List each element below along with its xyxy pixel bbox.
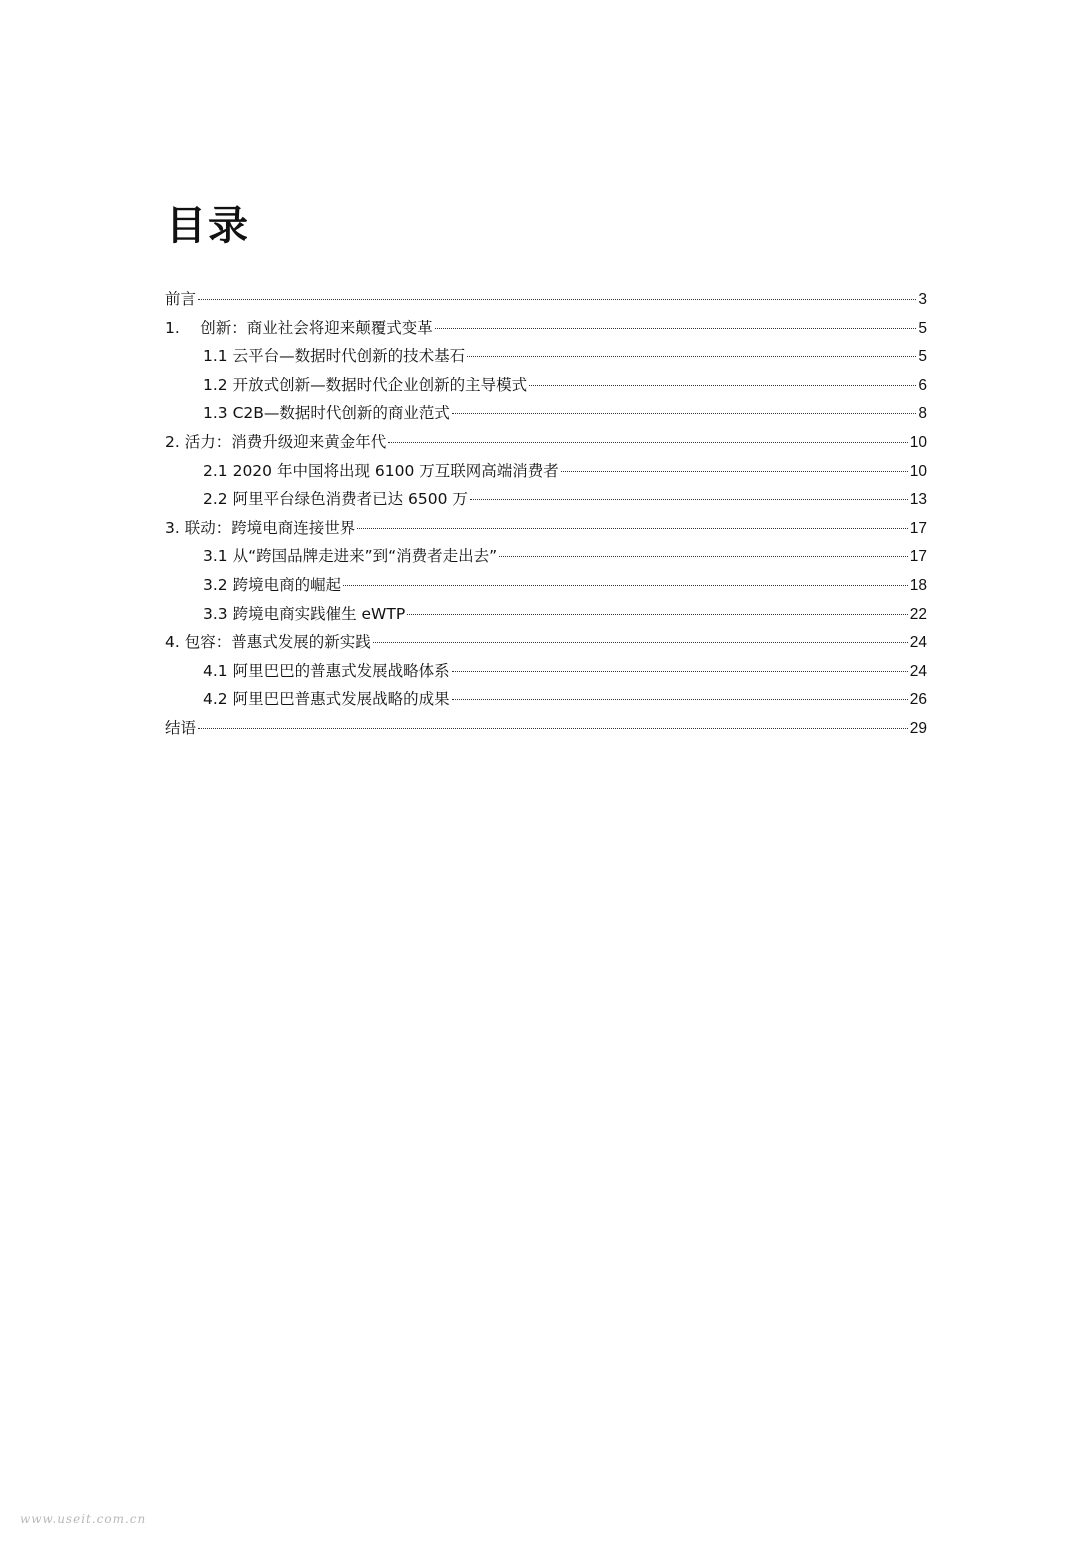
- toc-entry[interactable]: [165, 514, 927, 543]
- dot-leader: [499, 556, 908, 557]
- toc-entry-label: 前言: [165, 290, 197, 308]
- dot-leader: [470, 499, 908, 500]
- toc-entry-label: 4.1 阿里巴巴的普惠式发展战略体系: [203, 661, 450, 680]
- toc-entry-page-number: 18: [909, 576, 927, 594]
- dot-leader: [435, 328, 917, 329]
- toc-entry-label: 结语: [165, 718, 197, 737]
- toc-entry[interactable]: [165, 600, 927, 629]
- toc-entry[interactable]: [165, 314, 927, 343]
- dot-leader: [198, 728, 908, 729]
- toc-entry[interactable]: [165, 628, 927, 657]
- toc-entry-page-number: 24: [909, 634, 927, 652]
- toc-entry-page-number: 5: [918, 348, 927, 366]
- toc-entry[interactable]: [165, 542, 927, 571]
- dot-leader: [407, 614, 908, 615]
- toc-entry[interactable]: [165, 371, 927, 400]
- dot-leader: [452, 699, 908, 700]
- toc-entry-page-number: 3: [918, 291, 927, 308]
- toc-entry[interactable]: [165, 485, 927, 514]
- toc-entry[interactable]: [165, 342, 927, 371]
- table-of-contents: [165, 285, 927, 743]
- dot-leader: [388, 442, 908, 443]
- toc-entry-label: 1.3 C2B—数据时代创新的商业范式: [203, 404, 450, 423]
- watermark: www.useit.com.cn: [20, 1512, 147, 1526]
- dot-leader: [343, 585, 908, 586]
- toc-entry-page-number: 29: [909, 719, 927, 737]
- dot-leader: [467, 356, 916, 357]
- toc-entry-page-number: 13: [909, 491, 927, 509]
- dot-leader: [452, 413, 916, 414]
- toc-entry-label: 2. 活力：消费升级迎来黄金年代: [165, 432, 387, 451]
- toc-entry-page-number: 8: [918, 405, 927, 423]
- toc-entry-page-number: 17: [909, 519, 927, 537]
- toc-entry-label: 2.2 阿里平台绿色消费者已达 6500 万: [203, 490, 468, 509]
- dot-leader: [357, 528, 908, 529]
- toc-entry-label: 3.1 从“跨国品牌走进来”到“消费者走出去”: [203, 547, 498, 566]
- toc-entry-label: 1. 创新：商业社会将迎来颠覆式变革: [165, 318, 433, 337]
- toc-entry-label: 3.2 跨境电商的崛起: [203, 575, 342, 594]
- dot-leader: [561, 471, 908, 472]
- toc-entry-page-number: 17: [909, 548, 927, 566]
- toc-entry[interactable]: [165, 285, 927, 314]
- dot-leader: [452, 671, 908, 672]
- toc-entry-page-number: 24: [909, 662, 927, 680]
- toc-entry[interactable]: [165, 571, 927, 600]
- page-title: 目录: [166, 203, 250, 249]
- toc-entry-page-number: 6: [918, 376, 927, 394]
- toc-entry-label: 1.1 云平台—数据时代创新的技术基石: [203, 347, 466, 366]
- toc-entry-label: 3.3 跨境电商实践催生 eWTP: [203, 604, 406, 623]
- toc-entry-page-number: 10: [909, 433, 927, 451]
- toc-entry-page-number: 10: [909, 462, 927, 480]
- toc-entry-label: 3. 联动：跨境电商连接世界: [165, 518, 356, 537]
- dot-leader: [529, 385, 916, 386]
- toc-entry[interactable]: [165, 457, 927, 486]
- dot-leader: [373, 642, 908, 643]
- toc-entry[interactable]: [165, 657, 927, 686]
- toc-entry-page-number: 26: [909, 691, 927, 709]
- toc-entry-label: 1.2 开放式创新—数据时代企业创新的主导模式: [203, 375, 528, 394]
- toc-entry[interactable]: [165, 399, 927, 428]
- toc-entry-page-number: 5: [918, 319, 927, 337]
- toc-entry-label: 2.1 2020 年中国将出现 6100 万互联网高端消费者: [203, 461, 559, 480]
- toc-entry[interactable]: [165, 685, 927, 714]
- dot-leader: [198, 299, 916, 300]
- toc-entry[interactable]: [165, 714, 927, 743]
- toc-entry-page-number: 22: [909, 605, 927, 623]
- toc-entry[interactable]: [165, 428, 927, 457]
- toc-entry-label: 4. 包容：普惠式发展的新实践: [165, 633, 371, 652]
- toc-entry-label: 4.2 阿里巴巴普惠式发展战略的成果: [203, 690, 450, 709]
